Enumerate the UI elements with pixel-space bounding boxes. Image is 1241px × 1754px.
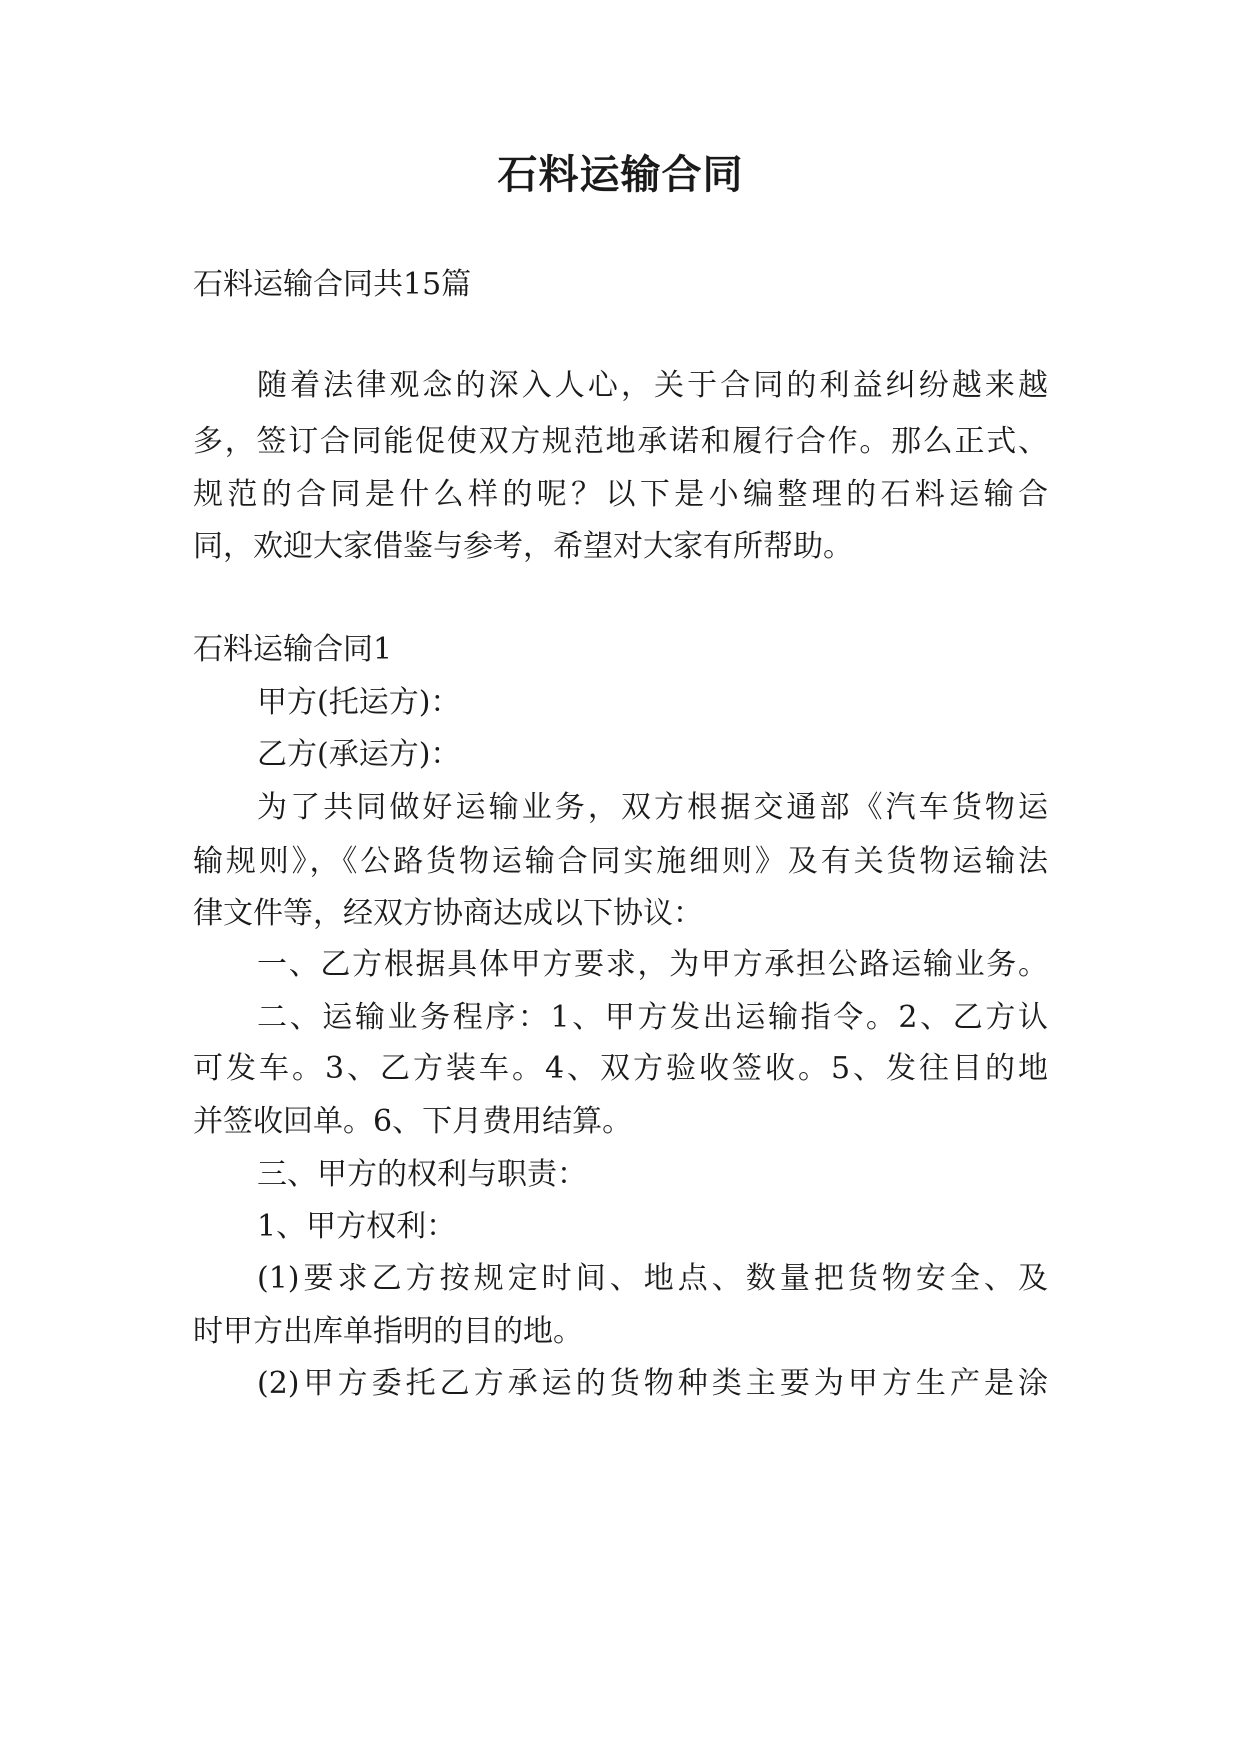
intro-line: 规范的合同是什么样的呢？以下是小编整理的石料运输合 <box>193 477 1048 512</box>
body-line: 三、甲方的权利与职责： <box>257 1157 587 1192</box>
document-subtitle: 石料运输合同共15篇 <box>193 267 472 302</box>
body-line: 可发车。3、乙方装车。4、双方验收签收。5、发往目的地 <box>193 1051 1048 1086</box>
party-b-line: 乙方(承运方)： <box>257 737 461 772</box>
party-a-line: 甲方(托运方)： <box>257 685 461 720</box>
body-line: (1)要求乙方按规定时间、地点、数量把货物安全、及 <box>257 1261 1048 1296</box>
body-line: 输规则》，《公路货物运输合同实施细则》及有关货物运输法 <box>193 844 1048 879</box>
body-line: 时甲方出库单指明的目的地。 <box>193 1314 583 1349</box>
body-line: 1、甲方权利： <box>257 1209 457 1244</box>
body-line: (2)甲方委托乙方承运的货物种类主要为甲方生产是涂 <box>257 1366 1048 1401</box>
body-line: 律文件等，经双方协商达成以下协议： <box>193 896 703 931</box>
intro-line: 多，签订合同能促使双方规范地承诺和履行合作。那么正式、 <box>193 424 1048 459</box>
document-title: 石料运输合同 <box>497 151 744 198</box>
body-line: 一、乙方根据具体甲方要求，为甲方承担公路运输业务。 <box>257 947 1048 982</box>
section-heading: 石料运输合同1 <box>193 632 393 667</box>
intro-line: 同，欢迎大家借鉴与参考，希望对大家有所帮助。 <box>193 529 853 564</box>
intro-line: 随着法律观念的深入人心，关于合同的利益纠纷越来越 <box>257 368 1048 403</box>
body-line: 为了共同做好运输业务，双方根据交通部《汽车货物运 <box>257 790 1048 825</box>
body-line: 二、运输业务程序：1、甲方发出运输指令。2、乙方认 <box>257 1000 1048 1035</box>
body-line: 并签收回单。6、下月费用结算。 <box>193 1104 633 1139</box>
